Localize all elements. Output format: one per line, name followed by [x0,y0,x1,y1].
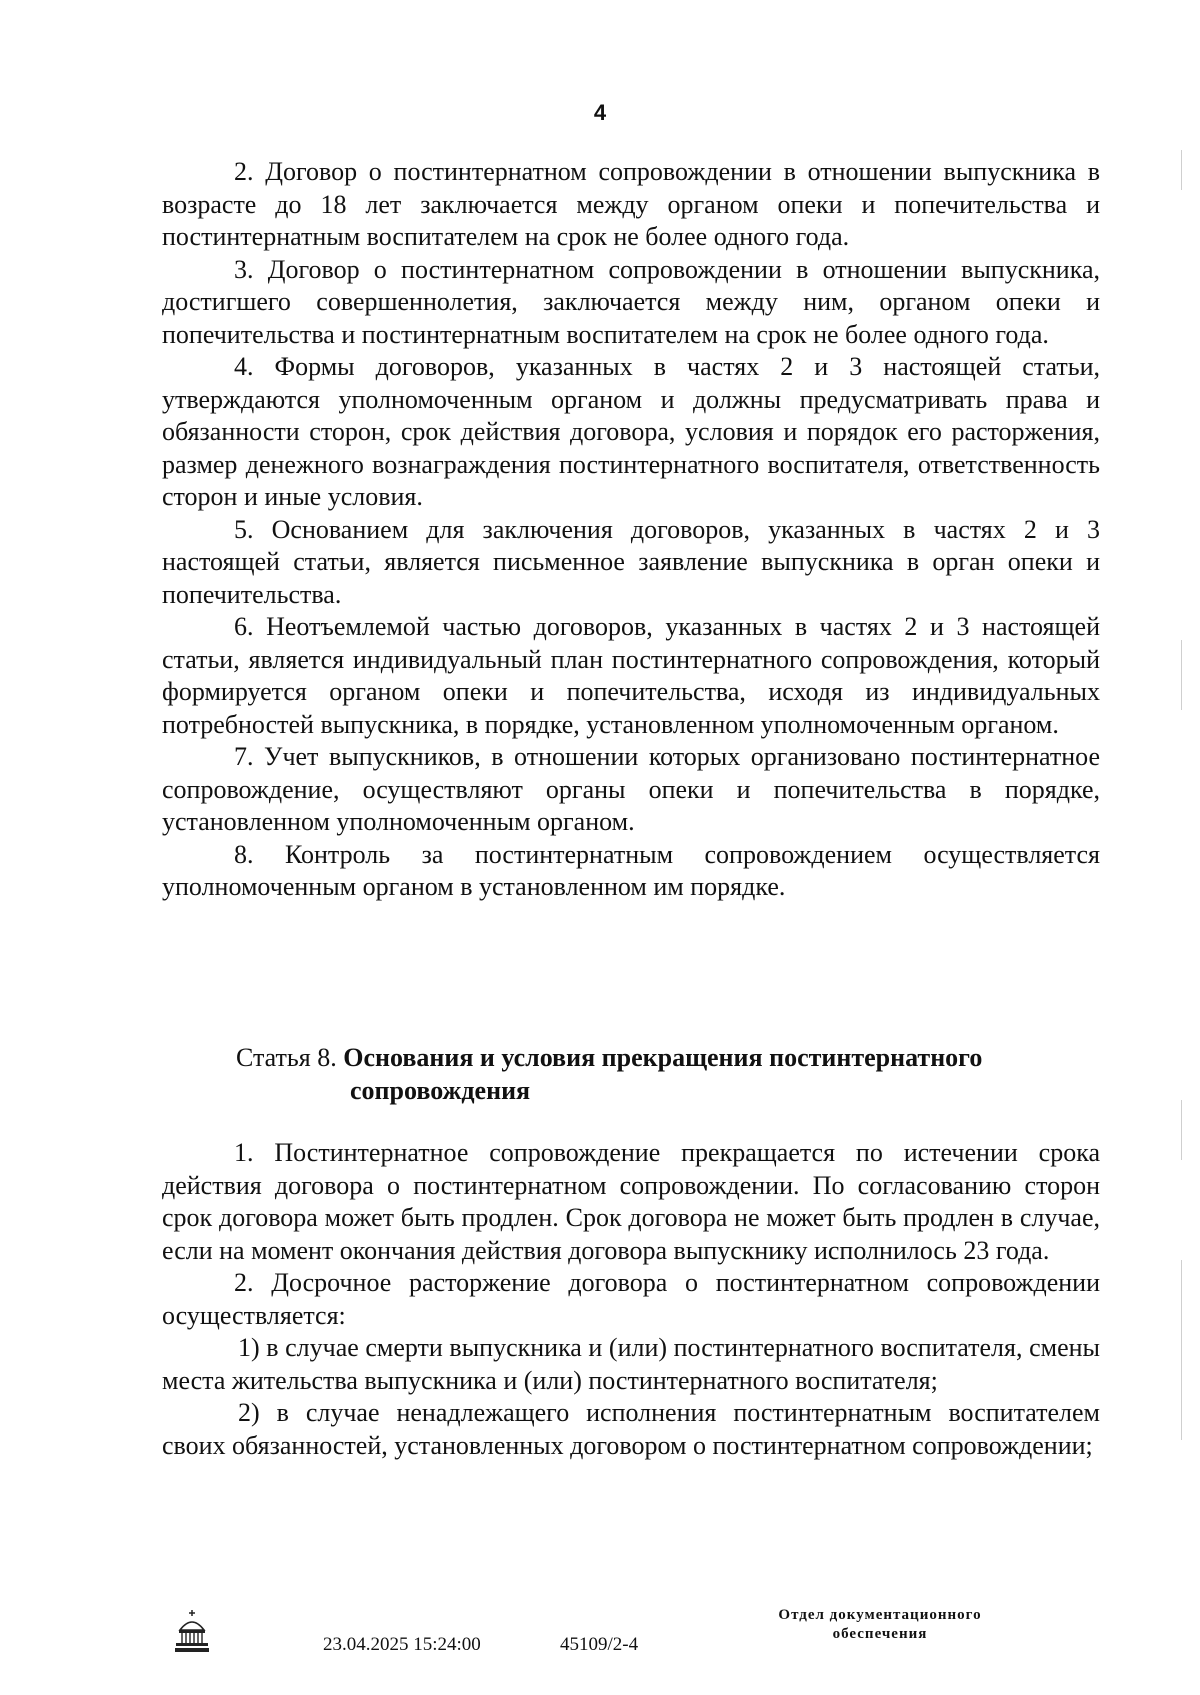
scan-artifact-line [1181,1260,1182,1440]
paragraph-3: 3. Договор о постинтернатном сопровождении в отношении выпускника, достигшего совершеннолетия, заключается между ним, органом опеки и попечительства и постинтернатным воспитателем на срок не более одного года. [162,254,1100,349]
body-text-top [162,156,1100,904]
scan-artifact-line [1181,1100,1182,1160]
footer-department [730,1606,1030,1644]
paragraph-7: 7. Учет выпускников, в отношении которых организовано постинтернатное сопровождение, осуществляют органы опеки и попечительства в порядке, установленном уполномоченным органом. [162,742,1100,836]
article-title-line2: сопровождения [350,1075,531,1105]
paragraph-5: 5. Основанием для заключения договоров, указанных в частях 2 и 3 настоящей статьи, является письменное заявление выпускника в орган опеки и попечительства. [162,514,1100,609]
paragraph-8: 8. Контроль за постинтернатным сопровождением осуществляется уполномоченным органом в установленном им порядке. [162,839,1100,901]
scan-artifact-line [1181,150,1182,190]
document-footer [0,1600,1200,1680]
paragraph-4: 4. Формы договоров, указанных в частях 2 и 3 настоящей статьи, утверждаются уполномоченным органом и должны предусматривать права и обязанности сторон, срок действия договора, условия и порядок его расторжения, размер денежного вознаграждения постинтернатного воспитателя, ответственность сторон и иные условия. [162,352,1100,511]
paragraph-2: 2. Договор о постинтернатном сопровождении в отношении выпускника в возрасте до 18 лет заключается между органом опеки и попечительства и постинтернатным воспитателем на срок не более одного года. [162,157,1100,251]
article8-paragraph-2: 2. Досрочное расторжение договора о постинтернатном сопровождении осуществляется: [162,1268,1100,1330]
article8-item-2: 2) в случае ненадлежащего исполнения постинтернатным воспитателем своих обязанностей, установленных договором о постинтернатном сопровождении; [162,1398,1100,1460]
article-label: Статья 8. [236,1043,337,1072]
article-heading [236,1042,1096,1107]
footer-doc-number: 45109/2-4 [560,1634,639,1655]
article8-item-1: 1) в случае смерти выпускника и (или) постинтернатного воспитателя, смены места жительства выпускника и (или) постинтернатного воспитателя; [162,1333,1100,1395]
footer-date: 23.04.2025 15:24:00 [323,1634,481,1655]
article-title-line1: Основания и условия прекращения постинтернатного [343,1043,983,1072]
footer-department-line1: Отдел документационного [778,1607,982,1623]
paragraph-6: 6. Неотъемлемой частью договоров, указанных в частях 2 и 3 настоящей статьи, является индивидуальный план постинтернатного сопровождения, который формируется органом опеки и попечительства, исходя из индивидуальных потребностей выпускника, в порядке, установленном уполномоченным органом. [162,612,1100,739]
article8-paragraph-1: 1. Постинтернатное сопровождение прекращается по истечении срока действия договора о постинтернатном сопровождении. По согласованию сторон срок договора может быть продлен. Срок договора не может быть продлен в случае, если на момент окончания действия договора выпускнику исполнилось 23 года. [162,1138,1100,1265]
footer-department-line2: обеспечения [832,1626,928,1642]
page-number: 4 [593,100,607,125]
body-text-bottom [162,1137,1100,1462]
scan-artifact-line [1181,640,1182,710]
duma-emblem-icon [172,1608,212,1654]
